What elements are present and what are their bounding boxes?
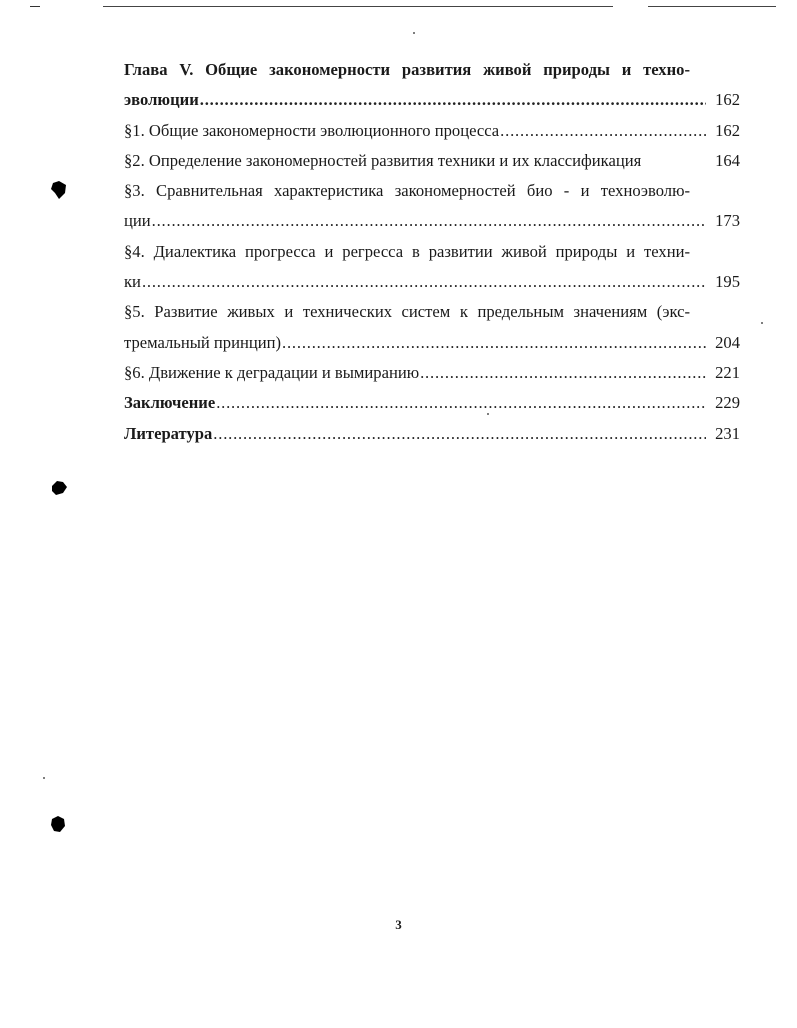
dot-leader	[142, 267, 706, 297]
toc-entry-title: §2. Определение закономерностей развития техники и их классификация	[124, 150, 642, 170]
scan-speck	[761, 322, 763, 324]
dot-leader	[152, 206, 706, 236]
toc-entry-section-1	[124, 116, 740, 146]
scan-mark	[30, 6, 40, 7]
toc-entry-literature	[124, 419, 740, 449]
scan-speck	[413, 32, 415, 34]
top-rule-right	[648, 6, 776, 7]
toc-entry-section-4	[124, 237, 740, 298]
scan-speck	[43, 777, 45, 779]
dot-leader	[216, 388, 706, 418]
toc-entry-section-3	[124, 176, 740, 237]
toc-entry-title-cont: ции	[124, 211, 151, 231]
toc-page-number: 221	[715, 362, 740, 382]
page-number: 3	[395, 917, 402, 932]
toc-entry-title: §3. Сравнительная характеристика закономерностей био - и техноэволю-	[124, 181, 690, 201]
toc-entry-section-5	[124, 297, 740, 358]
toc-page-number: 231	[715, 423, 740, 443]
binding-hole-icon	[50, 180, 68, 200]
toc-entry-title: Литература	[124, 423, 213, 443]
toc-entry-title: §5. Развитие живых и технических систем к предельным значениям (экс-	[124, 302, 690, 322]
dot-leader	[200, 85, 706, 115]
dot-leader	[500, 116, 706, 146]
toc-entry-conclusion	[124, 388, 740, 418]
table-of-contents	[124, 55, 740, 449]
dot-leader	[282, 328, 706, 358]
toc-entry-title-cont: эволюции	[124, 90, 199, 110]
toc-entry-title: §4. Диалектика прогресса и регресса в развитии живой природы и техни-	[124, 241, 690, 261]
toc-page-number: 162	[715, 120, 740, 140]
toc-entry-title: Глава V. Общие закономерности развития живой природы и техно-	[124, 60, 690, 79]
toc-entry-title: §1. Общие закономерности эволюционного процесса	[124, 120, 500, 140]
toc-page-number: 164	[715, 150, 740, 170]
toc-page-number: 162	[715, 90, 740, 110]
toc-entry-title: Заключение	[124, 393, 216, 413]
toc-entry-title-cont: тремальный принцип)	[124, 332, 282, 352]
top-rule	[103, 6, 613, 7]
toc-entry-title-cont: ки	[124, 272, 141, 292]
toc-page-number: 173	[715, 211, 740, 231]
toc-page-number: 204	[715, 332, 740, 352]
toc-entry-title: §6. Движение к деградации и вымиранию	[124, 362, 420, 382]
binding-hole-icon	[50, 815, 66, 833]
toc-entry-section-2	[124, 146, 740, 176]
dot-leader	[420, 358, 706, 388]
toc-page-number: 195	[715, 272, 740, 292]
toc-entry-section-6	[124, 358, 740, 388]
binding-hole-icon	[50, 480, 68, 496]
toc-entry-chapter-5	[124, 55, 740, 116]
toc-page-number: 229	[715, 393, 740, 413]
dot-leader	[213, 419, 706, 449]
